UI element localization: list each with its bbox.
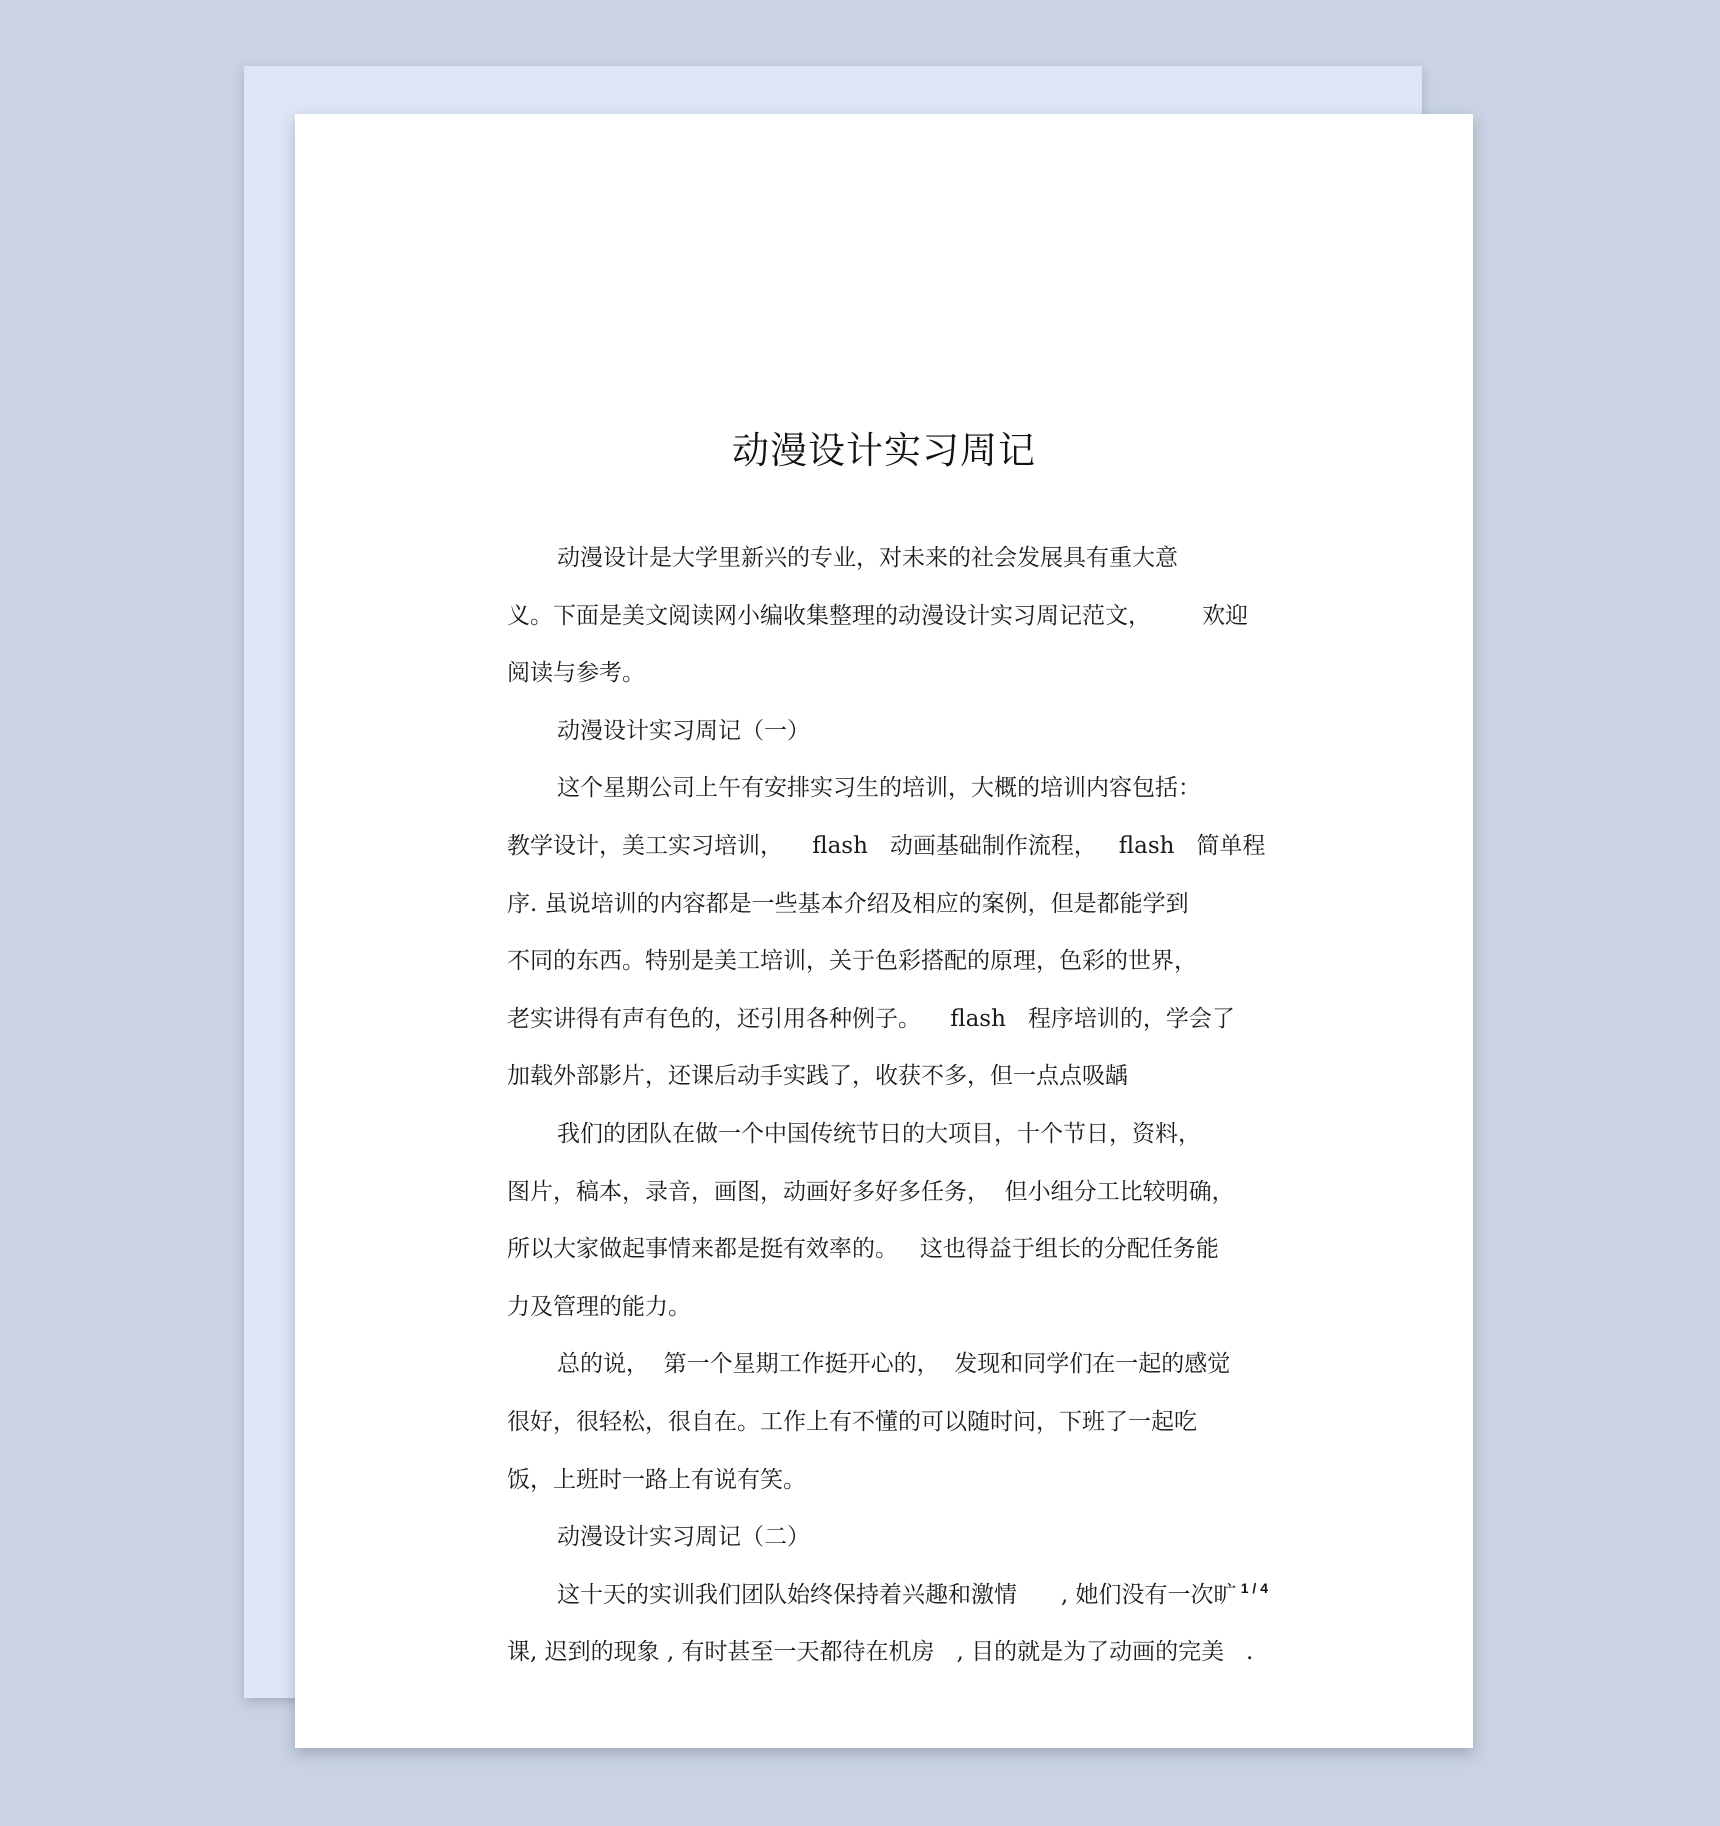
text-line: 很好，很轻松，很自在。工作上有不懂的可以随时问，下班了一起吃 <box>507 1408 1197 1435</box>
text-line: 图片，稿本，录音，画图，动画好多好多任务， 但小组分工比较明确， <box>507 1178 1235 1205</box>
text-line: 教学设计，美工实习培训， flash 动画基础制作流程， flash 简单程 <box>507 832 1266 859</box>
text-line: 阅读与参考。 <box>507 660 645 687</box>
document-title: 动漫设计实习周记 <box>732 429 1036 472</box>
text-line: 不同的东西。特别是美工培训，关于色彩搭配的原理，色彩的世界， <box>507 948 1197 975</box>
text-line: 总的说， 第一个星期工作挺开心的， 发现和同学们在一起的感觉 <box>557 1351 1231 1378</box>
text-line: 课, 迟到的现象 , 有时甚至一天都待在机房 , 目的就是为了动画的完美 . <box>507 1639 1254 1666</box>
text-line: 所以大家做起事情来都是挺有效率的。 这也得益于组长的分配任务能 <box>507 1236 1219 1263</box>
document-page <box>295 114 1473 1748</box>
text-line: 饭，上班时一路上有说有笑。 <box>507 1466 806 1493</box>
text-line: 力及管理的能力。 <box>507 1293 691 1320</box>
text-line: 序. 虽说培训的内容都是一些基本介绍及相应的案例，但是都能学到 <box>507 890 1189 917</box>
text-line: 动漫设计是大学里新兴的专业，对未来的社会发展具有重大意 <box>557 545 1178 571</box>
section-heading: 动漫设计实习周记（一） <box>557 717 810 744</box>
text-line: 义。下面是美文阅读网小编收集整理的动漫设计实习周记范文， 欢迎 <box>507 602 1249 629</box>
text-line: 我们的团队在做一个中国传统节日的大项目，十个节日，资料， <box>557 1120 1201 1147</box>
section-heading: 动漫设计实习周记（二） <box>557 1524 810 1551</box>
page-number: 1 / 4 <box>1240 1580 1268 1596</box>
document-body <box>507 530 1267 1682</box>
text-line: 这十天的实训我们团队始终保持着兴趣和激情 , 她们没有一次旷 <box>557 1581 1237 1608</box>
text-line: 加载外部影片，还课后动手实践了，收获不多，但一点点吸龋 <box>507 1063 1128 1090</box>
text-line: 这个星期公司上午有安排实习生的培训，大概的培训内容包括： <box>557 775 1201 802</box>
text-line: 老实讲得有声有色的，还引用各种例子。 flash 程序培训的，学会了 <box>507 1005 1235 1032</box>
